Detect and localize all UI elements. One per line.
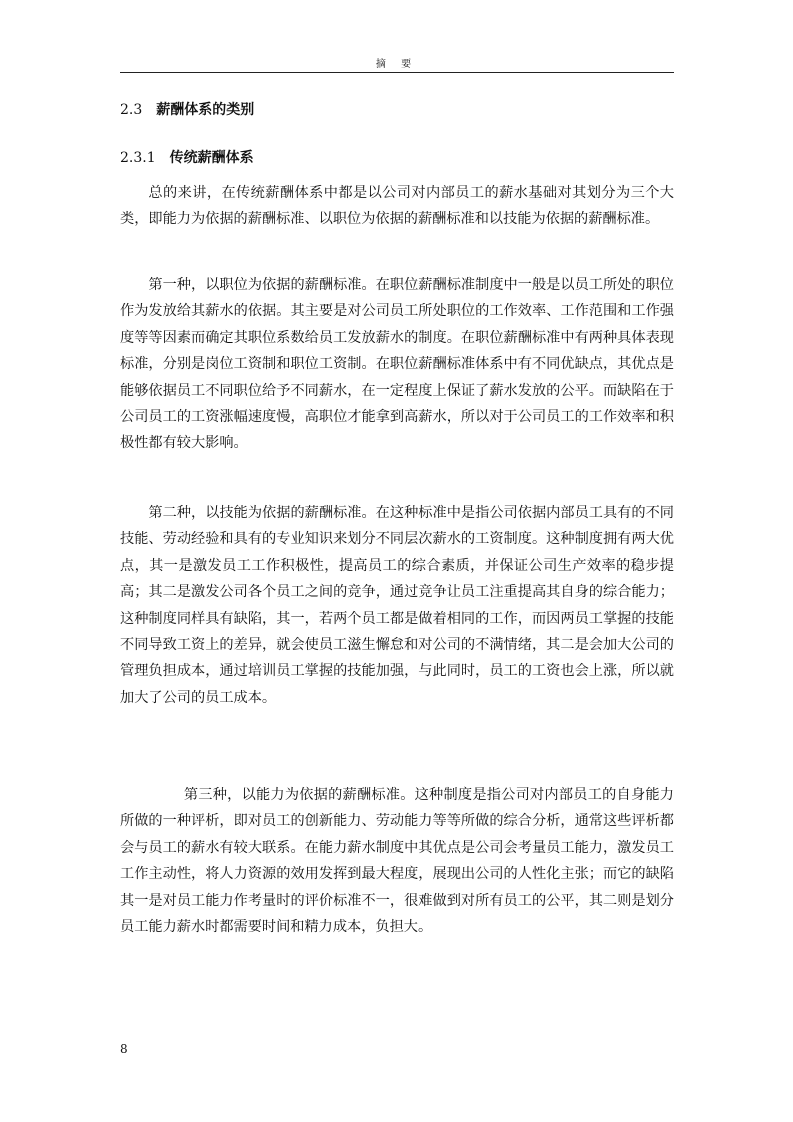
section-heading: [120, 99, 254, 119]
subsection-number: 2.3.1: [120, 150, 156, 166]
page-number: 8: [120, 1042, 128, 1056]
paragraph-skill-based: 第二种，以技能为依据的薪酬标准。在这种标准中是指公司依据内部员工具有的不同技能、劳动经验和具有的专业知识来划分不同层次薪水的工资制度。这种制度拥有两大优点，其一是激发员工工作积极性，提高员工的综合素质，并保证公司生产效率的稳步提高；其二是激发公司各个员工之间的竞争，通过竞争让员工注重提高其自身的综合能力；这种制度同样具有缺陷，其一，若两个员工都是做着相同的工作，而因两员工掌握的技能不同导致工资上的差异，就会使员工滋生懈怠和对公司的不满情绪，其二是会加大公司的管理负担成本，通过培训员工掌握的技能加强，与此同时，员工的工资也会上涨，所以就加大了公司的员工成本。: [120, 505, 674, 706]
header-title: 摘 要: [375, 59, 418, 70]
subsection-title: 传统薪酬体系: [169, 150, 254, 166]
paragraph-intro: 总的来讲，在传统薪酬体系中都是以公司对内部员工的薪水基础对其划分为三个大类，即能力为依据的薪酬标准、以职位为依据的薪酬标准和以技能为依据的薪酬标准。: [120, 185, 674, 228]
header-divider: [120, 72, 674, 73]
section-number: 2.3: [120, 102, 143, 118]
paragraph-position-based: 第一种，以职位为依据的薪酬标准。在职位薪酬标准制度中一般是以员工所处的职位作为发放给其薪水的依据。其主要是对公司员工所处职位的工作效率、工作范围和工作强度等等因素而确定其职位系数给员工发放薪水的制度。在职位薪酬标准中有两种具体表现标准，分别是岗位工资制和职位工资制。在职位薪酬标准体系中有不同优缺点，其优点是能够依据员工不同职位给予不同薪水，在一定程度上保证了薪水发放的公平。而缺陷在于公司员工的工资涨幅速度慢，高职位才能拿到高薪水，所以对于公司员工的工作效率和积极性都有较大影响。: [120, 277, 674, 452]
paragraph-ability-based: 第三种，以能力为依据的薪酬标准。这种制度是指公司对内部员工的自身能力所做的一种评析，即对员工的创新能力、劳动能力等等所做的综合分析，通常这些评析都会与员工的薪水有较大联系。在能力薪水制度中其优点是公司会考量员工能力，激发员工工作主动性，将人力资源的效用发挥到最大程度，展现出公司的人性化主张；而它的缺陷其一是对员工能力作考量时的评价标准不一，很难做到对所有员工的公平，其二则是划分员工能力薪水时都需要时间和精力成本，负担大。: [120, 787, 674, 936]
subsection-heading: [120, 147, 254, 167]
section-title: 薪酬体系的类别: [156, 102, 255, 118]
